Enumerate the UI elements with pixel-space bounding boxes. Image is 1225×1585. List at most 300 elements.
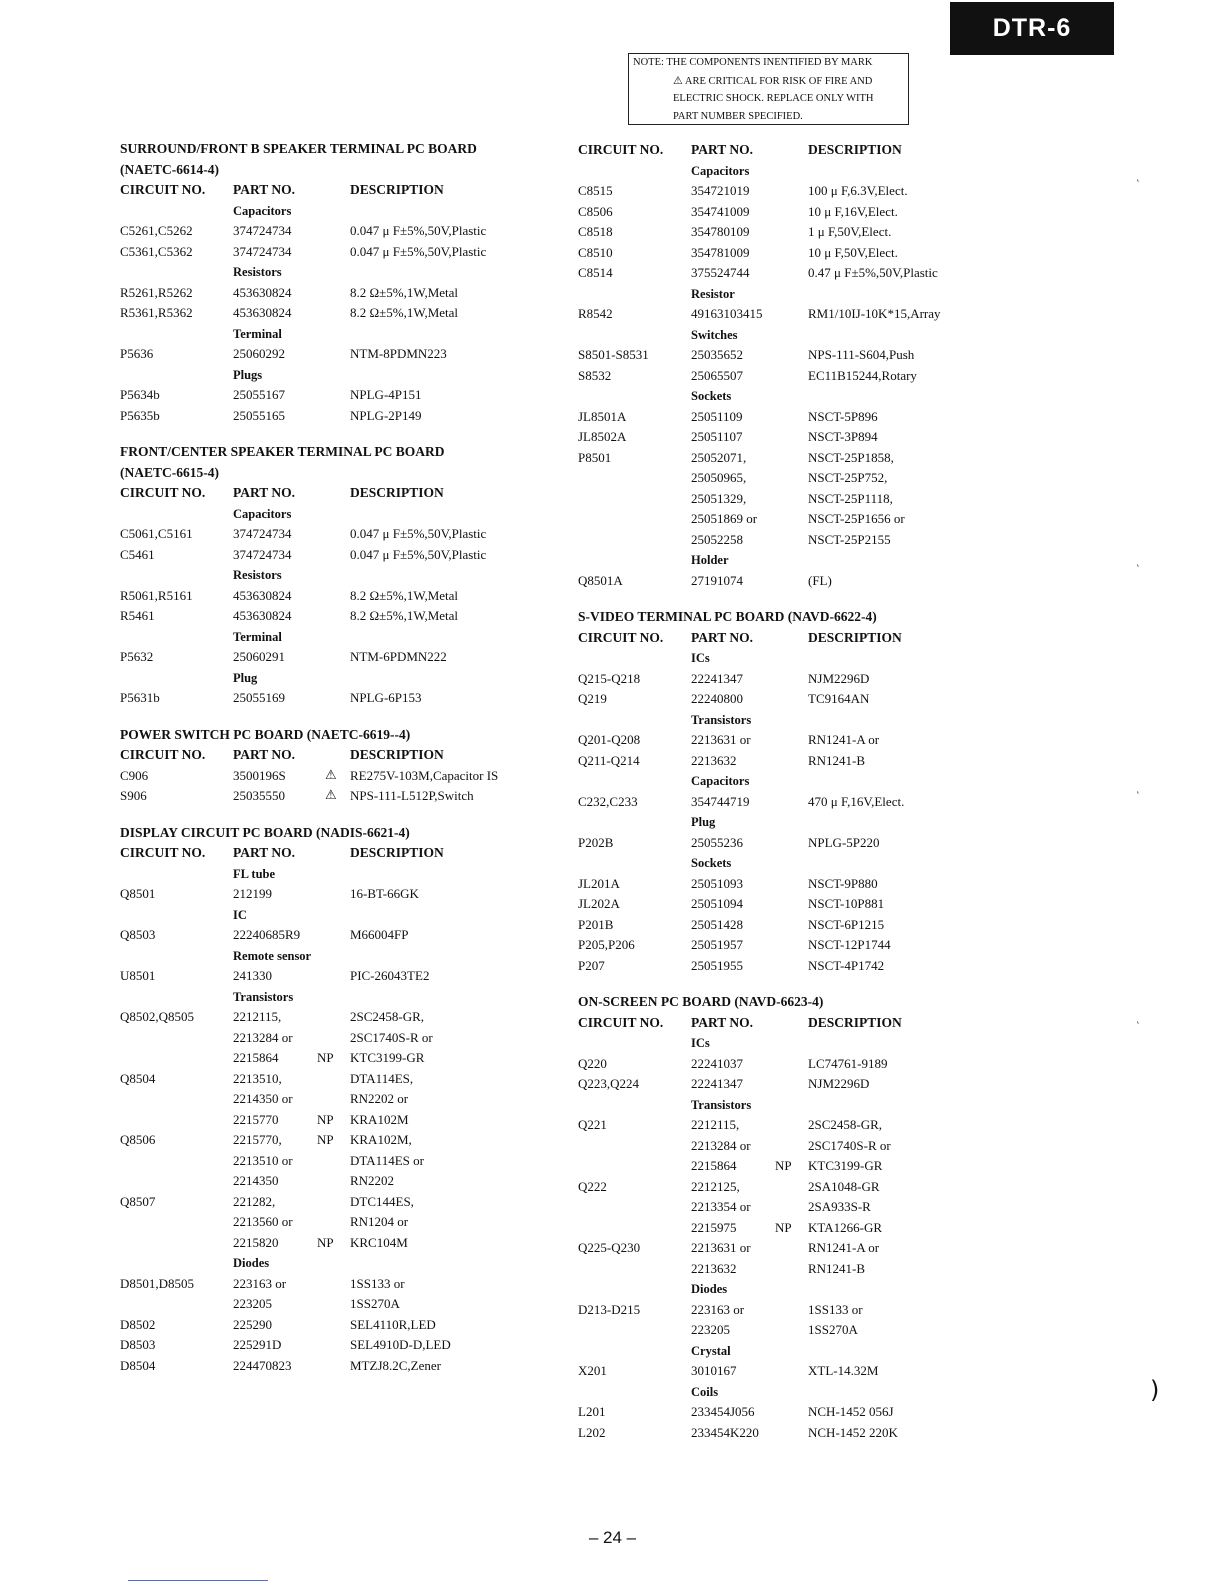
- part-row: [120, 385, 560, 406]
- circuit-number: Q211-Q214: [578, 752, 640, 768]
- circuit-number: JL8502A: [578, 429, 627, 444]
- part-row: [120, 524, 560, 545]
- part-row: [578, 935, 1018, 956]
- description: 0.047 μ F±5%,50V,Plastic: [350, 526, 487, 541]
- part-row: [120, 283, 560, 304]
- part-row: [578, 751, 1018, 772]
- circuit-number: C5061,C5161: [120, 526, 193, 541]
- description: 1SS270A: [808, 1322, 858, 1337]
- safety-note: [628, 53, 909, 125]
- description: NSCT-25P1656 or: [808, 511, 905, 526]
- description-header: DESCRIPTION: [350, 845, 444, 860]
- description: 8.2 Ω±5%,1W,Metal: [350, 284, 459, 300]
- category-label: Transistors: [233, 989, 294, 1004]
- description: NSCT-10P881: [808, 896, 885, 911]
- part-number: 22241037: [691, 1055, 743, 1071]
- part-row: [120, 344, 560, 365]
- part-number: 25051955: [691, 957, 743, 973]
- description: NSCT-3P894: [808, 429, 878, 444]
- part-row: [578, 1197, 1018, 1218]
- circuit-number: Q8502,Q8505: [120, 1009, 195, 1024]
- part-row: [120, 925, 560, 946]
- part-row: [120, 946, 560, 967]
- section-title: SURROUND/FRONT B SPEAKER TERMINAL PC BOARD: [120, 141, 477, 156]
- np-mark: NP: [775, 1219, 792, 1235]
- part-number: 2212125,: [691, 1178, 740, 1194]
- circuit-number: D213-D215: [578, 1301, 641, 1317]
- description: 2SC1740S-R or: [350, 1029, 433, 1045]
- description: DTA114ES or: [350, 1152, 424, 1168]
- part-row: [578, 427, 1018, 448]
- note-line-2: ⚠ ARE CRITICAL FOR RISK OF FIRE AND: [673, 74, 873, 87]
- circuit-header: CIRCUIT NO.: [578, 1014, 664, 1030]
- circuit-number: D8501,D8505: [120, 1275, 195, 1291]
- part-row: [578, 771, 1018, 792]
- circuit-number: X201: [578, 1363, 607, 1378]
- circuit-number: Q8503: [120, 927, 156, 942]
- description: 2SC1740S-R or: [808, 1137, 891, 1153]
- section-title: S-VIDEO TERMINAL PC BOARD (NAVD-6622-4): [578, 609, 877, 624]
- part-row: [578, 1238, 1018, 1259]
- part-row: [578, 1361, 1018, 1382]
- part-row: [120, 1212, 560, 1233]
- circuit-number: R5461: [120, 608, 155, 623]
- part-number: 453630824: [233, 587, 292, 603]
- part-number: 25051094: [691, 896, 743, 911]
- description: (FL): [808, 572, 832, 588]
- circuit-number: R5261,R5262: [120, 284, 193, 300]
- part-row: [120, 565, 560, 586]
- part-number: 2215770: [233, 1111, 279, 1127]
- part-row: [578, 853, 1018, 874]
- circuit-number: R5061,R5161: [120, 587, 193, 603]
- part-row: [120, 545, 560, 566]
- description: NSCT-25P1118,: [808, 490, 893, 506]
- circuit-number: P5632: [120, 649, 154, 664]
- part-row: [120, 884, 560, 905]
- part-number: 375524744: [691, 265, 750, 280]
- circuit-number: P5635b: [120, 407, 160, 423]
- category-label: FL tube: [233, 866, 276, 881]
- description-header: DESCRIPTION: [808, 142, 902, 157]
- scan-mark: ): [1150, 1376, 1160, 1404]
- column-header: [120, 745, 560, 766]
- circuit-header: CIRCUIT NO.: [578, 142, 664, 157]
- np-mark: NP: [317, 1132, 334, 1147]
- part-row: [578, 1115, 1018, 1136]
- description: NPLG-6P153: [350, 690, 422, 705]
- description: NJM2296D: [808, 670, 870, 686]
- part-row: [120, 786, 560, 807]
- column-header: [120, 180, 560, 201]
- description: TC9164AN: [808, 691, 870, 706]
- category-label: IC: [233, 907, 247, 922]
- section-subtitle: (NAETC-6614-4): [120, 161, 219, 177]
- category-label: Transistors: [691, 712, 752, 727]
- part-row: [120, 1192, 560, 1213]
- part-number: 25051329,: [691, 490, 747, 506]
- part-row: [578, 730, 1018, 751]
- part-row: [120, 1356, 560, 1377]
- description: KTC3199-GR: [350, 1050, 425, 1065]
- circuit-number: S8532: [578, 367, 612, 383]
- circuit-number: C5261,C5262: [120, 223, 193, 238]
- part-header: PART NO.: [233, 747, 296, 762]
- part-row: [578, 448, 1018, 469]
- part-number: 453630824: [233, 284, 292, 300]
- part-number: 25050965,: [691, 470, 747, 485]
- part-number: 3010167: [691, 1363, 737, 1378]
- part-number: 25060291: [233, 649, 285, 664]
- part-row: [578, 366, 1018, 387]
- np-mark: NP: [317, 1050, 334, 1065]
- part-row: [578, 1341, 1018, 1362]
- part-number: 225290: [233, 1316, 272, 1332]
- part-row: [578, 1177, 1018, 1198]
- description: XTL-14.32M: [808, 1363, 879, 1378]
- part-number: 2213631 or: [691, 732, 751, 747]
- description: 10 μ F,50V,Elect.: [808, 244, 898, 260]
- circuit-number: P201B: [578, 916, 614, 932]
- circuit-number: JL202A: [578, 896, 620, 911]
- part-number: 2215864: [691, 1158, 737, 1173]
- circuit-number: U8501: [120, 968, 156, 983]
- part-header: PART NO.: [233, 182, 296, 197]
- part-number: 233454J056: [691, 1404, 755, 1419]
- circuit-number: C5361,C5362: [120, 243, 193, 259]
- description: RN1241-A or: [808, 1240, 880, 1255]
- part-row: [578, 202, 1018, 223]
- part-row: [578, 894, 1018, 915]
- part-number: 2214350: [233, 1173, 279, 1188]
- part-row: [120, 1335, 560, 1356]
- column-header: [120, 843, 560, 864]
- part-row: [578, 1136, 1018, 1157]
- part-row: [120, 221, 560, 242]
- circuit-number: P5634b: [120, 387, 160, 402]
- description: RM1/10IJ-10K*15,Array: [808, 306, 941, 321]
- category-label: Remote sensor: [233, 948, 312, 963]
- part-number: 2213632: [691, 752, 737, 768]
- part-row: [578, 1382, 1018, 1403]
- part-row: [120, 1274, 560, 1295]
- circuit-number: C8515: [578, 183, 613, 198]
- part-row: [578, 550, 1018, 571]
- part-number: 25051107: [691, 429, 743, 444]
- part-number: 453630824: [233, 305, 292, 320]
- circuit-number: D8503: [120, 1337, 156, 1352]
- description: 2SA1048-GR: [808, 1178, 880, 1194]
- part-row: [578, 792, 1018, 813]
- part-row: [120, 627, 560, 648]
- part-row: [578, 812, 1018, 833]
- part-row: [578, 509, 1018, 530]
- warning-triangle-icon: ⚠: [673, 74, 683, 87]
- description: NCH-1452 220K: [808, 1424, 898, 1440]
- description: NPLG-5P220: [808, 834, 880, 850]
- category-label: Sockets: [691, 856, 732, 870]
- part-row: [120, 1233, 560, 1254]
- part-row: [578, 1279, 1018, 1300]
- description: 8.2 Ω±5%,1W,Metal: [350, 608, 459, 623]
- description: NPS-111-S604,Push: [808, 347, 915, 362]
- part-row: [120, 586, 560, 607]
- circuit-header: CIRCUIT NO.: [120, 182, 206, 197]
- part-row: [578, 1033, 1018, 1054]
- part-row: [120, 1130, 560, 1151]
- circuit-number: Q222: [578, 1178, 607, 1194]
- part-row: [578, 1218, 1018, 1239]
- description: 0.047 μ F±5%,50V,Plastic: [350, 546, 487, 562]
- category-label: Holder: [691, 553, 729, 567]
- part-number: 374724734: [233, 546, 292, 562]
- part-row: [120, 1253, 560, 1274]
- circuit-number: C8506: [578, 203, 613, 219]
- part-number: 374724734: [233, 223, 292, 238]
- part-number: 2212115,: [233, 1009, 282, 1024]
- part-number: 374724734: [233, 243, 292, 259]
- circuit-number: D8502: [120, 1316, 156, 1332]
- circuit-number: Q225-Q230: [578, 1240, 641, 1255]
- part-number: 233454K220: [691, 1424, 759, 1440]
- model-badge: DTR-6: [950, 2, 1114, 55]
- part-row: [120, 406, 560, 427]
- description: EC11B15244,Rotary: [808, 367, 917, 383]
- circuit-number: P5636: [120, 346, 154, 361]
- circuit-number: Q219: [578, 691, 607, 706]
- part-row: [578, 710, 1018, 731]
- part-row: [120, 905, 560, 926]
- description-header: DESCRIPTION: [808, 1014, 902, 1030]
- circuit-number: Q8507: [120, 1193, 156, 1209]
- part-number: 354780109: [691, 224, 750, 239]
- part-row: [120, 864, 560, 885]
- category-label: Transistors: [691, 1097, 752, 1112]
- circuit-number: C232,C233: [578, 793, 638, 809]
- circuit-number: Q8501: [120, 886, 156, 901]
- description: NJM2296D: [808, 1076, 870, 1091]
- part-row: [578, 489, 1018, 510]
- np-mark: NP: [317, 1234, 334, 1250]
- part-number: 25035652: [691, 347, 743, 362]
- part-number: 27191074: [691, 572, 743, 588]
- description: RN2202 or: [350, 1091, 409, 1106]
- part-number: 223163 or: [691, 1301, 745, 1317]
- part-number: 374724734: [233, 526, 292, 541]
- description-header: DESCRIPTION: [350, 485, 444, 500]
- part-number: 49163103415: [691, 306, 763, 321]
- category-label: Coils: [691, 1384, 719, 1399]
- circuit-header: CIRCUIT NO.: [120, 485, 206, 500]
- circuit-number: Q223,Q224: [578, 1076, 640, 1091]
- description: RN1241-A or: [808, 732, 880, 747]
- description: NPLG-4P151: [350, 387, 422, 402]
- description: DTC144ES,: [350, 1193, 414, 1209]
- category-label: Plug: [233, 670, 258, 685]
- part-row: [578, 1259, 1018, 1280]
- part-row: [120, 766, 560, 787]
- part-number: 2213510 or: [233, 1152, 293, 1168]
- part-row: [578, 1320, 1018, 1341]
- section-subtitle: (NAETC-6615-4): [120, 464, 219, 480]
- part-row: [578, 874, 1018, 895]
- description: NSCT-25P1858,: [808, 449, 894, 465]
- circuit-number: C906: [120, 767, 149, 783]
- part-row: [578, 1423, 1018, 1444]
- part-row: [120, 1048, 560, 1069]
- description: LC74761-9189: [808, 1055, 888, 1071]
- part-number: 223205: [233, 1296, 272, 1311]
- part-row: [120, 606, 560, 627]
- part-row: [120, 201, 560, 222]
- description: 2SA933S-R: [808, 1199, 871, 1214]
- part-number: 25055165: [233, 407, 285, 423]
- part-header: PART NO.: [691, 629, 754, 645]
- part-header: PART NO.: [691, 142, 754, 157]
- circuit-number: P8501: [578, 449, 612, 465]
- description: NSCT-6P1215: [808, 916, 885, 932]
- circuit-number: Q8506: [120, 1132, 156, 1147]
- part-row: [578, 530, 1018, 551]
- part-row: [578, 222, 1018, 243]
- description: 100 μ F,6.3V,Elect.: [808, 183, 908, 198]
- description: SEL4110R,LED: [350, 1316, 436, 1332]
- category-label: Sockets: [691, 389, 732, 403]
- category-label: Diodes: [691, 1282, 728, 1296]
- part-row: [578, 689, 1018, 710]
- part-number: 241330: [233, 968, 272, 983]
- part-row: [578, 833, 1018, 854]
- part-number: 25052071,: [691, 449, 747, 465]
- description: M66004FP: [350, 927, 409, 942]
- category-label: Capacitors: [233, 506, 292, 521]
- description: 1SS133 or: [808, 1301, 863, 1317]
- part-row: [578, 345, 1018, 366]
- circuit-header: CIRCUIT NO.: [578, 629, 664, 645]
- category-label: Switches: [691, 327, 738, 342]
- description: RN1241-B: [808, 1260, 866, 1276]
- description: KTA1266-GR: [808, 1219, 883, 1235]
- description: MTZJ8.2C,Zener: [350, 1357, 441, 1373]
- description: NPS-111-L512P,Switch: [350, 788, 474, 803]
- part-number: 25051957: [691, 937, 743, 952]
- part-row: [120, 242, 560, 263]
- category-label: Plug: [691, 815, 716, 829]
- description: RN1204 or: [350, 1214, 409, 1229]
- description: KRA102M,: [350, 1132, 412, 1147]
- part-number: 25051428: [691, 916, 743, 932]
- section-title: ON-SCREEN PC BOARD (NAVD-6623-4): [578, 994, 824, 1009]
- part-row: [578, 181, 1018, 202]
- part-number: 22241347: [691, 670, 743, 686]
- part-row: [120, 1294, 560, 1315]
- description: 8.2 Ω±5%,1W,Metal: [350, 587, 459, 603]
- description: 1 μ F,50V,Elect.: [808, 224, 892, 239]
- circuit-number: S906: [120, 788, 147, 803]
- column-header: [578, 628, 1018, 649]
- description: KTC3199-GR: [808, 1158, 883, 1173]
- part-number: 25060292: [233, 346, 285, 361]
- part-row: [120, 324, 560, 345]
- part-number: 22240685R9: [233, 927, 301, 942]
- part-number: 2215770,: [233, 1132, 282, 1147]
- circuit-number: R8542: [578, 306, 613, 321]
- scan-line: [128, 1580, 268, 1581]
- circuit-number: P207: [578, 957, 605, 973]
- circuit-number: P5631b: [120, 690, 160, 705]
- part-row: [578, 468, 1018, 489]
- description: NPLG-2P149: [350, 407, 422, 423]
- part-row: [120, 987, 560, 1008]
- part-row: [578, 243, 1018, 264]
- part-row: [120, 668, 560, 689]
- part-number: 212199: [233, 886, 272, 901]
- circuit-number: C5461: [120, 546, 155, 562]
- scan-mark: ˛: [1135, 168, 1141, 182]
- part-row: [578, 304, 1018, 325]
- part-number: 2215820: [233, 1234, 279, 1250]
- description: 2SC2458-GR,: [808, 1117, 883, 1132]
- part-number: 354741009: [691, 203, 750, 219]
- section-title: POWER SWITCH PC BOARD (NAETC-6619--4): [120, 726, 411, 742]
- description: NSCT-25P2155: [808, 531, 891, 547]
- category-label: Terminal: [233, 326, 282, 341]
- circuit-number: C8518: [578, 224, 613, 239]
- description: PIC-26043TE2: [350, 968, 430, 983]
- part-number: 2213284 or: [691, 1137, 751, 1153]
- circuit-number: Q201-Q208: [578, 732, 641, 747]
- description: 0.47 μ F±5%,50V,Plastic: [808, 265, 938, 280]
- description: NSCT-12P1744: [808, 937, 891, 952]
- part-number: 223205: [691, 1322, 730, 1337]
- circuit-number: D8504: [120, 1357, 156, 1373]
- part-number: 25055167: [233, 387, 285, 402]
- part-row: [578, 1402, 1018, 1423]
- category-label: Plugs: [233, 367, 263, 382]
- description: NTM-6PDMN222: [350, 649, 447, 664]
- part-number: 221282,: [233, 1193, 276, 1209]
- part-row: [578, 161, 1018, 182]
- part-number: 25051109: [691, 408, 743, 424]
- part-number: 354721019: [691, 183, 750, 198]
- category-label: ICs: [691, 651, 710, 665]
- part-number: 25051869 or: [691, 511, 758, 526]
- part-row: [120, 365, 560, 386]
- part-number: 354744719: [691, 793, 750, 809]
- circuit-number: Q8501A: [578, 572, 623, 588]
- category-label: Capacitors: [691, 163, 750, 178]
- circuit-number: Q221: [578, 1117, 607, 1132]
- part-row: [578, 1054, 1018, 1075]
- description: 1SS270A: [350, 1296, 400, 1311]
- description: 2SC2458-GR,: [350, 1009, 425, 1024]
- part-number: 2213354 or: [691, 1199, 751, 1214]
- category-label: Resistors: [233, 265, 282, 279]
- part-row: [578, 571, 1018, 592]
- part-row: [120, 966, 560, 987]
- column-header: [120, 483, 560, 504]
- part-row: [578, 407, 1018, 428]
- right-column: [578, 140, 1018, 1443]
- np-mark: NP: [775, 1158, 792, 1173]
- description-header: DESCRIPTION: [808, 629, 902, 645]
- part-number: 2213632: [691, 1260, 737, 1276]
- part-row: [578, 956, 1018, 977]
- circuit-number: C8514: [578, 265, 613, 280]
- description: RE275V-103M,Capacitor IS: [350, 767, 499, 783]
- part-number: 2213560 or: [233, 1214, 293, 1229]
- part-row: [120, 1315, 560, 1336]
